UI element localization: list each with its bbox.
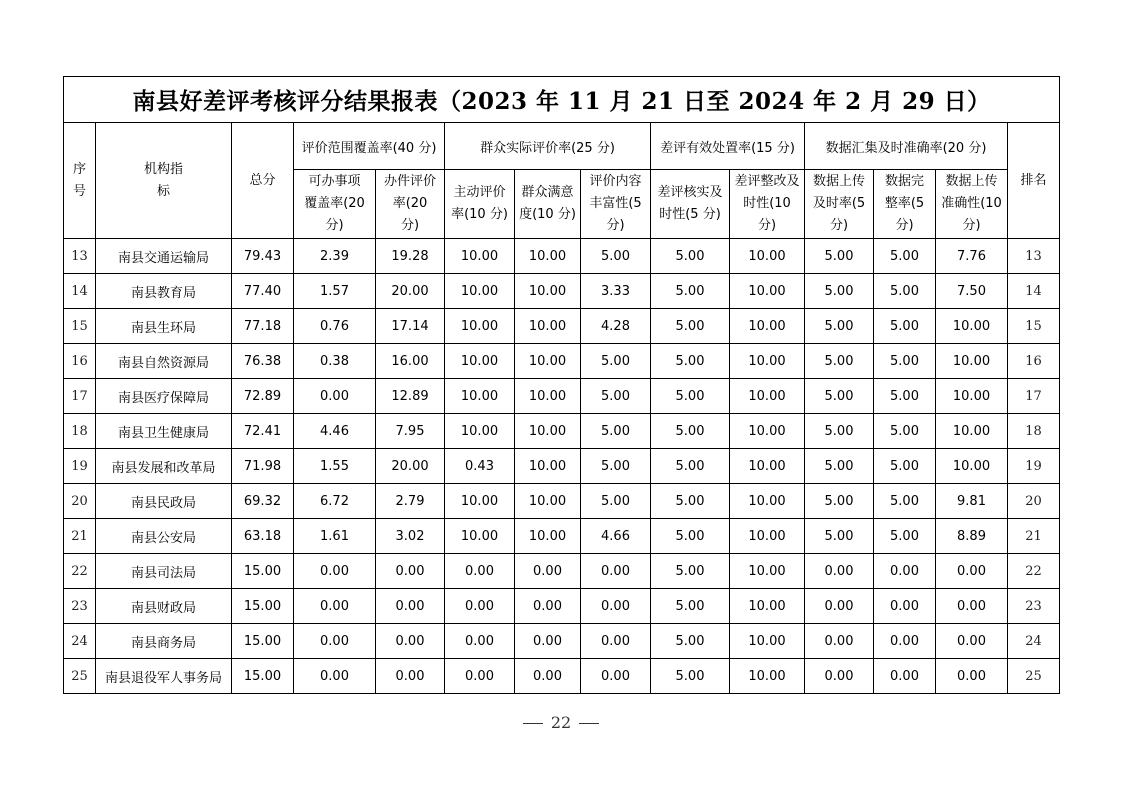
row-score: 7.76 — [936, 239, 1008, 274]
row-score: 5.00 — [874, 484, 936, 519]
row-score: 0.00 — [874, 589, 936, 624]
row-score: 0.00 — [515, 554, 581, 589]
row-score: 5.00 — [874, 239, 936, 274]
row-score: 10.00 — [445, 309, 515, 344]
row-org: 南县教育局 — [96, 274, 232, 309]
row-rank: 19 — [1008, 449, 1060, 484]
row-score: 10.00 — [730, 239, 805, 274]
row-total: 76.38 — [232, 344, 294, 379]
row-score: 6.72 — [294, 484, 376, 519]
table-row — [64, 519, 1060, 554]
table-body — [64, 239, 1060, 694]
row-score: 10.00 — [730, 554, 805, 589]
row-score: 5.00 — [805, 484, 874, 519]
row-org: 南县退役军人事务局 — [96, 659, 232, 694]
row-score: 5.00 — [651, 554, 730, 589]
row-score: 0.43 — [445, 449, 515, 484]
row-total: 15.00 — [232, 589, 294, 624]
row-score: 20.00 — [376, 449, 445, 484]
row-seq: 18 — [64, 414, 96, 449]
header-group-coverage: 评价范围覆盖率(40 分) — [294, 123, 445, 170]
row-score: 5.00 — [805, 274, 874, 309]
row-score: 5.00 — [874, 414, 936, 449]
row-score: 0.00 — [936, 624, 1008, 659]
table-row — [64, 554, 1060, 589]
row-score: 20.00 — [376, 274, 445, 309]
row-seq: 14 — [64, 274, 96, 309]
table-row — [64, 309, 1060, 344]
row-score: 16.00 — [376, 344, 445, 379]
header-sub-1: 可办事项覆盖率(20 分) — [294, 170, 376, 239]
header-group-data-accuracy: 数据汇集及时准确率(20 分) — [805, 123, 1008, 170]
row-org: 南县发展和改革局 — [96, 449, 232, 484]
row-score: 5.00 — [651, 519, 730, 554]
row-total: 15.00 — [232, 659, 294, 694]
row-score: 10.00 — [515, 449, 581, 484]
row-org: 南县公安局 — [96, 519, 232, 554]
row-score: 0.00 — [581, 624, 651, 659]
row-score: 10.00 — [936, 449, 1008, 484]
row-score: 5.00 — [651, 624, 730, 659]
row-score: 0.00 — [936, 554, 1008, 589]
row-rank: 23 — [1008, 589, 1060, 624]
row-seq: 17 — [64, 379, 96, 414]
header-sub-9: 数据完整率(5 分) — [874, 170, 936, 239]
header-org: 机构指标 — [96, 123, 232, 239]
row-org: 南县民政局 — [96, 484, 232, 519]
row-score: 5.00 — [651, 414, 730, 449]
row-score: 4.66 — [581, 519, 651, 554]
table-row — [64, 624, 1060, 659]
row-score: 5.00 — [874, 379, 936, 414]
row-score: 17.14 — [376, 309, 445, 344]
row-total: 77.18 — [232, 309, 294, 344]
header-total: 总分 — [232, 123, 294, 239]
row-seq: 20 — [64, 484, 96, 519]
row-seq: 13 — [64, 239, 96, 274]
footer-dash-right — [579, 723, 599, 724]
score-table — [63, 76, 1060, 694]
row-rank: 20 — [1008, 484, 1060, 519]
row-score: 10.00 — [445, 274, 515, 309]
header-rank: 排名 — [1008, 123, 1060, 239]
row-score: 10.00 — [445, 519, 515, 554]
row-rank: 21 — [1008, 519, 1060, 554]
row-score: 9.81 — [936, 484, 1008, 519]
row-rank: 22 — [1008, 554, 1060, 589]
row-rank: 24 — [1008, 624, 1060, 659]
row-score: 0.00 — [936, 659, 1008, 694]
row-score: 10.00 — [730, 379, 805, 414]
row-score: 7.50 — [936, 274, 1008, 309]
row-total: 79.43 — [232, 239, 294, 274]
row-score: 4.46 — [294, 414, 376, 449]
row-score: 5.00 — [581, 239, 651, 274]
row-org: 南县卫生健康局 — [96, 414, 232, 449]
row-score: 0.00 — [805, 624, 874, 659]
report-sheet — [63, 76, 1059, 694]
row-org: 南县自然资源局 — [96, 344, 232, 379]
row-score: 2.39 — [294, 239, 376, 274]
row-score: 5.00 — [651, 344, 730, 379]
row-score: 0.00 — [581, 589, 651, 624]
row-score: 10.00 — [445, 239, 515, 274]
row-score: 0.00 — [515, 659, 581, 694]
row-score: 5.00 — [874, 274, 936, 309]
row-score: 19.28 — [376, 239, 445, 274]
row-score: 5.00 — [651, 659, 730, 694]
row-score: 5.00 — [651, 484, 730, 519]
row-score: 0.00 — [376, 589, 445, 624]
row-score: 0.38 — [294, 344, 376, 379]
row-score: 0.00 — [294, 554, 376, 589]
row-score: 5.00 — [805, 449, 874, 484]
row-score: 0.00 — [376, 624, 445, 659]
header-sub-7: 差评整改及时性(10 分) — [730, 170, 805, 239]
row-rank: 25 — [1008, 659, 1060, 694]
header-sub-10: 数据上传准确性(10 分) — [936, 170, 1008, 239]
row-score: 12.89 — [376, 379, 445, 414]
row-total: 77.40 — [232, 274, 294, 309]
header-sub-8: 数据上传及时率(5 分) — [805, 170, 874, 239]
row-score: 0.00 — [376, 659, 445, 694]
table-row — [64, 344, 1060, 379]
row-score: 0.00 — [445, 554, 515, 589]
row-total: 71.98 — [232, 449, 294, 484]
row-score: 5.00 — [874, 449, 936, 484]
row-seq: 25 — [64, 659, 96, 694]
row-rank: 14 — [1008, 274, 1060, 309]
row-score: 0.00 — [294, 659, 376, 694]
row-score: 0.00 — [515, 624, 581, 659]
row-score: 10.00 — [936, 414, 1008, 449]
row-score: 5.00 — [581, 484, 651, 519]
row-org: 南县财政局 — [96, 589, 232, 624]
table-row — [64, 379, 1060, 414]
page-number: 22 — [550, 713, 572, 732]
row-score: 5.00 — [651, 274, 730, 309]
row-score: 10.00 — [730, 344, 805, 379]
header-sub-2: 办件评价率(20 分) — [376, 170, 445, 239]
row-score: 0.00 — [874, 554, 936, 589]
row-rank: 13 — [1008, 239, 1060, 274]
row-score: 10.00 — [445, 379, 515, 414]
row-score: 8.89 — [936, 519, 1008, 554]
row-org: 南县交通运输局 — [96, 239, 232, 274]
header-sub-4: 群众满意度(10 分) — [515, 170, 581, 239]
row-score: 3.33 — [581, 274, 651, 309]
row-score: 10.00 — [730, 309, 805, 344]
report-title: 南县好差评考核评分结果报表（2023 年 11 月 21 日至 2024 年 2 月 29 日） — [64, 77, 1060, 123]
page-footer — [0, 713, 1122, 732]
row-score: 10.00 — [936, 344, 1008, 379]
row-score: 5.00 — [651, 589, 730, 624]
row-score: 5.00 — [581, 449, 651, 484]
row-score: 0.00 — [294, 379, 376, 414]
header-seq: 序号 — [64, 123, 96, 239]
header-sub-3: 主动评价率(10 分) — [445, 170, 515, 239]
row-seq: 15 — [64, 309, 96, 344]
header-group-complaint-handling: 差评有效处置率(15 分) — [651, 123, 805, 170]
table-row — [64, 659, 1060, 694]
row-score: 5.00 — [651, 239, 730, 274]
row-score: 0.00 — [445, 624, 515, 659]
row-score: 5.00 — [651, 449, 730, 484]
row-score: 5.00 — [874, 309, 936, 344]
row-score: 10.00 — [515, 309, 581, 344]
row-seq: 21 — [64, 519, 96, 554]
row-score: 10.00 — [445, 344, 515, 379]
row-score: 10.00 — [515, 519, 581, 554]
row-score: 5.00 — [581, 379, 651, 414]
row-score: 10.00 — [515, 379, 581, 414]
row-score: 5.00 — [874, 519, 936, 554]
row-score: 1.61 — [294, 519, 376, 554]
row-score: 0.00 — [581, 659, 651, 694]
header-sub-5: 评价内容丰富性(5 分) — [581, 170, 651, 239]
row-org: 南县医疗保障局 — [96, 379, 232, 414]
row-score: 10.00 — [936, 309, 1008, 344]
row-score: 5.00 — [805, 519, 874, 554]
row-org: 南县商务局 — [96, 624, 232, 659]
row-score: 10.00 — [445, 484, 515, 519]
row-score: 10.00 — [515, 484, 581, 519]
header-group-public-rating: 群众实际评价率(25 分) — [445, 123, 651, 170]
row-rank: 17 — [1008, 379, 1060, 414]
row-score: 1.55 — [294, 449, 376, 484]
row-score: 5.00 — [805, 344, 874, 379]
row-score: 1.57 — [294, 274, 376, 309]
row-total: 69.32 — [232, 484, 294, 519]
row-score: 10.00 — [730, 484, 805, 519]
row-score: 0.00 — [294, 624, 376, 659]
row-total: 15.00 — [232, 554, 294, 589]
row-score: 10.00 — [515, 274, 581, 309]
row-score: 10.00 — [730, 449, 805, 484]
row-score: 10.00 — [730, 589, 805, 624]
row-score: 10.00 — [730, 659, 805, 694]
row-score: 7.95 — [376, 414, 445, 449]
row-seq: 24 — [64, 624, 96, 659]
row-score: 5.00 — [581, 344, 651, 379]
row-score: 0.76 — [294, 309, 376, 344]
table-row — [64, 449, 1060, 484]
row-score: 0.00 — [805, 589, 874, 624]
table-row — [64, 589, 1060, 624]
row-org: 南县司法局 — [96, 554, 232, 589]
row-score: 10.00 — [515, 414, 581, 449]
row-total: 72.89 — [232, 379, 294, 414]
row-rank: 18 — [1008, 414, 1060, 449]
row-score: 5.00 — [805, 379, 874, 414]
row-seq: 16 — [64, 344, 96, 379]
row-seq: 23 — [64, 589, 96, 624]
row-score: 0.00 — [376, 554, 445, 589]
row-score: 0.00 — [874, 659, 936, 694]
row-score: 5.00 — [805, 414, 874, 449]
row-score: 0.00 — [445, 659, 515, 694]
row-score: 0.00 — [874, 624, 936, 659]
row-score: 3.02 — [376, 519, 445, 554]
row-score: 0.00 — [294, 589, 376, 624]
table-row — [64, 484, 1060, 519]
table-row — [64, 274, 1060, 309]
footer-dash-left — [523, 723, 543, 724]
row-score: 5.00 — [874, 344, 936, 379]
row-score: 5.00 — [581, 414, 651, 449]
row-score: 0.00 — [936, 589, 1008, 624]
row-score: 0.00 — [581, 554, 651, 589]
row-total: 63.18 — [232, 519, 294, 554]
table-row — [64, 239, 1060, 274]
row-score: 5.00 — [805, 309, 874, 344]
row-score: 10.00 — [515, 239, 581, 274]
row-rank: 15 — [1008, 309, 1060, 344]
row-score: 0.00 — [805, 659, 874, 694]
row-score: 10.00 — [730, 519, 805, 554]
row-total: 15.00 — [232, 624, 294, 659]
row-score: 10.00 — [730, 624, 805, 659]
row-score: 5.00 — [651, 379, 730, 414]
row-score: 0.00 — [805, 554, 874, 589]
row-score: 4.28 — [581, 309, 651, 344]
row-score: 10.00 — [730, 274, 805, 309]
row-seq: 22 — [64, 554, 96, 589]
row-score: 0.00 — [445, 589, 515, 624]
row-score: 10.00 — [730, 414, 805, 449]
row-score: 0.00 — [515, 589, 581, 624]
row-score: 10.00 — [936, 379, 1008, 414]
row-score: 5.00 — [651, 309, 730, 344]
row-score: 10.00 — [515, 344, 581, 379]
row-score: 5.00 — [805, 239, 874, 274]
row-score: 2.79 — [376, 484, 445, 519]
header-sub-6: 差评核实及时性(5 分) — [651, 170, 730, 239]
row-seq: 19 — [64, 449, 96, 484]
table-row — [64, 414, 1060, 449]
row-score: 10.00 — [445, 414, 515, 449]
row-org: 南县生环局 — [96, 309, 232, 344]
row-rank: 16 — [1008, 344, 1060, 379]
row-total: 72.41 — [232, 414, 294, 449]
